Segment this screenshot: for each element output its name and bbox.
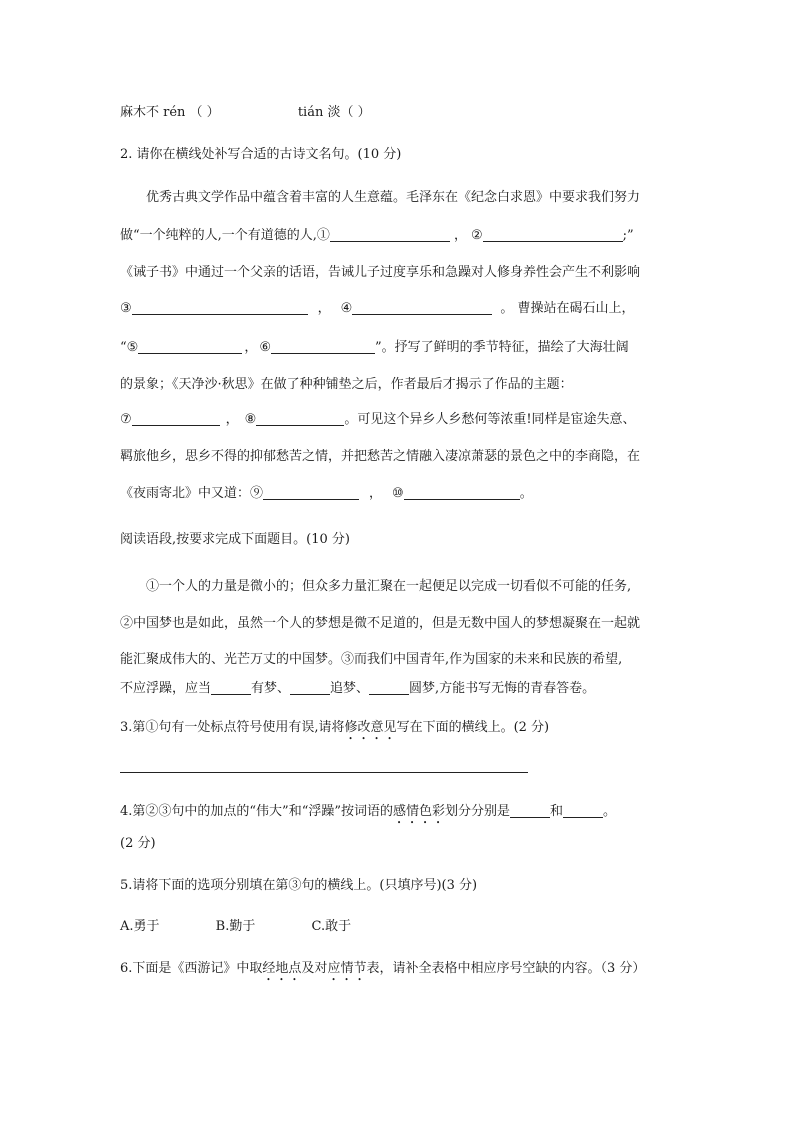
q1-item-a: 麻木不 rén （ ） (120, 105, 220, 120)
reading-para-4: 不应浮躁，应当 有梦、 追梦、 圆梦,方能书写无悔的青春答卷。 (120, 681, 596, 696)
q2-line-8: 羁旅他乡，思乡不得的抑郁愁苦之情，并把愁苦之情融入凄凉萧瑟的景色之中的李商隐，在 (120, 449, 641, 464)
q6-emphasis-1: 经地点 (262, 961, 302, 976)
q6-text: 6.下面是《西游记》中取经地点及对应情节表，请补全表格中相应序号空缺的内容。（3 分） (120, 961, 646, 976)
q4-blank-1[interactable] (510, 803, 550, 818)
q1-item-b: tián 淡（ ） (297, 105, 371, 120)
reading-blank-1[interactable] (211, 680, 251, 695)
q2-line-1: 优秀古典文学作品中蕴含着丰富的人生意蕴。毛泽东在《纪念白求恩》中要求我们努力 (146, 190, 641, 205)
blank-4[interactable] (352, 300, 492, 315)
blank-marker-5: ⑤ (126, 340, 139, 355)
blank-marker-9: ⑨ (250, 486, 264, 501)
blank-9[interactable] (263, 485, 359, 500)
reading-para-1: ①一个人的力量是微小的；但众多力量汇聚在一起便足以完成一切看似不可能的任务, (146, 579, 632, 594)
q2-line-5: “⑤ ， ⑥ ”。抒写了鲜明的季节特征，描绘了大海壮阔 (120, 340, 629, 355)
blank-marker-4: ④ (340, 301, 353, 316)
q2-line-6: 的景象；《天净沙·秋思》在做了种种铺垫之后，作者最后才揭示了作品的主题： (120, 377, 573, 392)
option-c: C.敢于 (311, 919, 352, 934)
blank-marker-7: ⑦ (120, 412, 132, 427)
blank-10[interactable] (404, 485, 520, 500)
blank-7[interactable] (132, 411, 220, 426)
q1-pinyin-row (120, 104, 371, 122)
blank-2[interactable] (483, 227, 623, 242)
reading-title: 阅读语段,按要求完成下面题目。(10 分) (120, 532, 350, 547)
q2-title: 2. 请你在横线处补写合适的古诗文名句。(10 分) (120, 147, 402, 162)
blank-marker-10: ⑩ (392, 486, 404, 501)
q4-emphasis: 感情色彩 (393, 804, 446, 819)
q3-answer-line[interactable] (120, 772, 528, 773)
option-b: B.勤于 (215, 919, 256, 934)
q3-emphasis: 修改意见 (344, 720, 397, 735)
q3-text: 3.第①句有一处标点符号使用有误,请将修改意见写在下面的横线上。(2 分) (120, 720, 550, 735)
q2-line-9: 《夜雨寄北》中又道：⑨ ， ⑩ 。 (120, 486, 533, 501)
blank-3[interactable] (132, 300, 308, 315)
q4-blank-2[interactable] (563, 803, 603, 818)
blank-8[interactable] (256, 411, 344, 426)
q2-line-7: ⑦ ， ⑧ 。可见这个异乡人乡愁何等浓重!同样是宦途失意、 (120, 412, 636, 427)
reading-blank-2[interactable] (290, 680, 330, 695)
q2-line-3: 《诫子书》中通过一个父亲的话语，告诫儿子过度享乐和急躁对人修身养性会产生不利影响 (120, 265, 641, 280)
blank-marker-8: ⑧ (244, 412, 257, 427)
blank-5[interactable] (138, 339, 242, 354)
blank-marker-3: ③ (120, 301, 132, 316)
q5-options (120, 918, 351, 936)
q6-emphasis-2: 应情节 (327, 961, 367, 976)
q4-text: 4.第②③句中的加点的“伟大”和“浮躁”按词语的感情色彩划分分别是 和 。 (120, 804, 617, 819)
blank-marker-2: ② (470, 228, 483, 243)
q2-line-4: ③ ， ④ 。 曹操站在碣石山上， (120, 301, 635, 316)
blank-marker-1: ① (316, 228, 330, 243)
q4-score: (2 分) (120, 836, 156, 851)
q2-line-2: 做“一个纯粹的人,一个有道德的人,① ， ② ;” (120, 228, 634, 243)
option-a: A.勇于 (120, 919, 160, 934)
blank-marker-6: ⑥ (259, 340, 271, 355)
reading-blank-3[interactable] (369, 680, 409, 695)
blank-1[interactable] (330, 227, 450, 242)
q5-text: 5.请将下面的选项分别填在第③句的横线上。(只填序号)(3 分) (120, 878, 478, 893)
reading-para-2: ②中国梦也是如此，虽然一个人的梦想是微不足道的，但是无数中国人的梦想凝聚在一起就 (120, 616, 641, 631)
reading-para-3: 能汇聚成伟大的、光芒万丈的中国梦。③而我们中国青年,作为国家的未来和民族的希望, (120, 652, 623, 667)
blank-6[interactable] (271, 339, 375, 354)
